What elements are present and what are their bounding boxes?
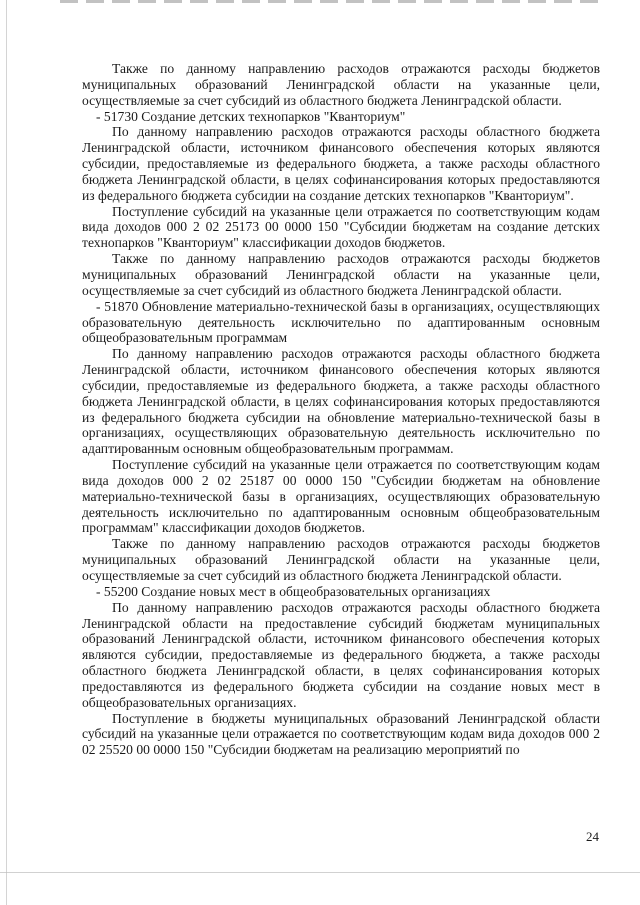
paragraph: Также по данному направлению расходов отражаются расходы бюджетов муниципальных образований Ленинградской области на указанные цели, осуществляемые за счет субсидий из областного бюджета Ленинградской области.: [82, 536, 600, 583]
paragraph: Поступление субсидий на указанные цели отражается по соответствующим кодам вида доходов 000 2 02 25187 00 0000 150 "Субсидии бюджетам на обновление материально-технической базы в организациях, осуществляющих образовательную деятельность исключительно по адаптированным основным общеобразовательным программам" классификации доходов бюджетов.: [82, 457, 600, 536]
section-heading-51870: - 51870 Обновление материально-технической базы в организациях, осуществляющих образовательную деятельность исключительно по адаптированным основным общеобразовательным программам: [82, 298, 600, 346]
paragraph: Поступление в бюджеты муниципальных образований Ленинградской области субсидий на указанные цели отражается по соответствующим кодам вида доходов 000 2 02 25520 00 0000 150 "Субсидии бюджетам на реализацию мероприятий по: [82, 710, 600, 758]
section-heading-51730: - 51730 Создание детских технопарков "Кванториум": [96, 108, 406, 124]
scan-left-edge: [6, 0, 7, 905]
paragraph: По данному направлению расходов отражаются расходы областного бюджета Ленинградской области на предоставление субсидий бюджетам муниципальных образований Ленинградской области, источником финансового обеспечения которых являются субсидии, предоставляемые из федерального бюджета, а также расходы областного бюджета Ленинградской области, в целях софинансирования которых предоставляются из федерального бюджета субсидии на создание новых мест в общеобразовательных организациях.: [82, 599, 600, 710]
paragraph: По данному направлению расходов отражаются расходы областного бюджета Ленинградской области, источником финансового обеспечения которых являются субсидии, предоставляемые из федерального бюджета, а также расходы областного бюджета Ленинградской области, в целях софинансирования которых предоставляются из федерального бюджета субсидии на создание детских технопарков "Кванториум".: [82, 124, 600, 203]
scan-bottom-edge: [0, 872, 640, 873]
paragraph: Также по данному направлению расходов отражаются расходы бюджетов муниципальных образований Ленинградской области на указанные цели, осуществляемые за счет субсидий из областного бюджета Ленинградской области.: [82, 251, 600, 298]
paragraph: Также по данному направлению расходов отражаются расходы бюджетов муниципальных образований Ленинградской области на указанные цели, осуществляемые за счет субсидий из областного бюджета Ленинградской области.: [82, 61, 600, 108]
document-body: [82, 61, 600, 758]
page-number: 24: [586, 829, 599, 844]
scan-top-edge: [60, 0, 600, 3]
paragraph: По данному направлению расходов отражаются расходы областного бюджета Ленинградской области, источником финансового обеспечения которых являются субсидии, предоставляемые из федерального бюджета, а также расходы областного бюджета Ленинградской области, в целях софинансирования которых предоставляются из федерального бюджета субсидии на обновление материально-технической базы в организациях, осуществляющих образовательную деятельность исключительно по адаптированным основным общеобразовательным программам.: [82, 346, 600, 457]
section-heading-55200: - 55200 Создание новых мест в общеобразовательных организациях: [96, 583, 491, 599]
paragraph: Поступление субсидий на указанные цели отражается по соответствующим кодам вида доходов 000 2 02 25173 00 0000 150 "Субсидии бюджетам на создание детских технопарков "Кванториум" классификации доходов бюджетов.: [82, 203, 600, 251]
